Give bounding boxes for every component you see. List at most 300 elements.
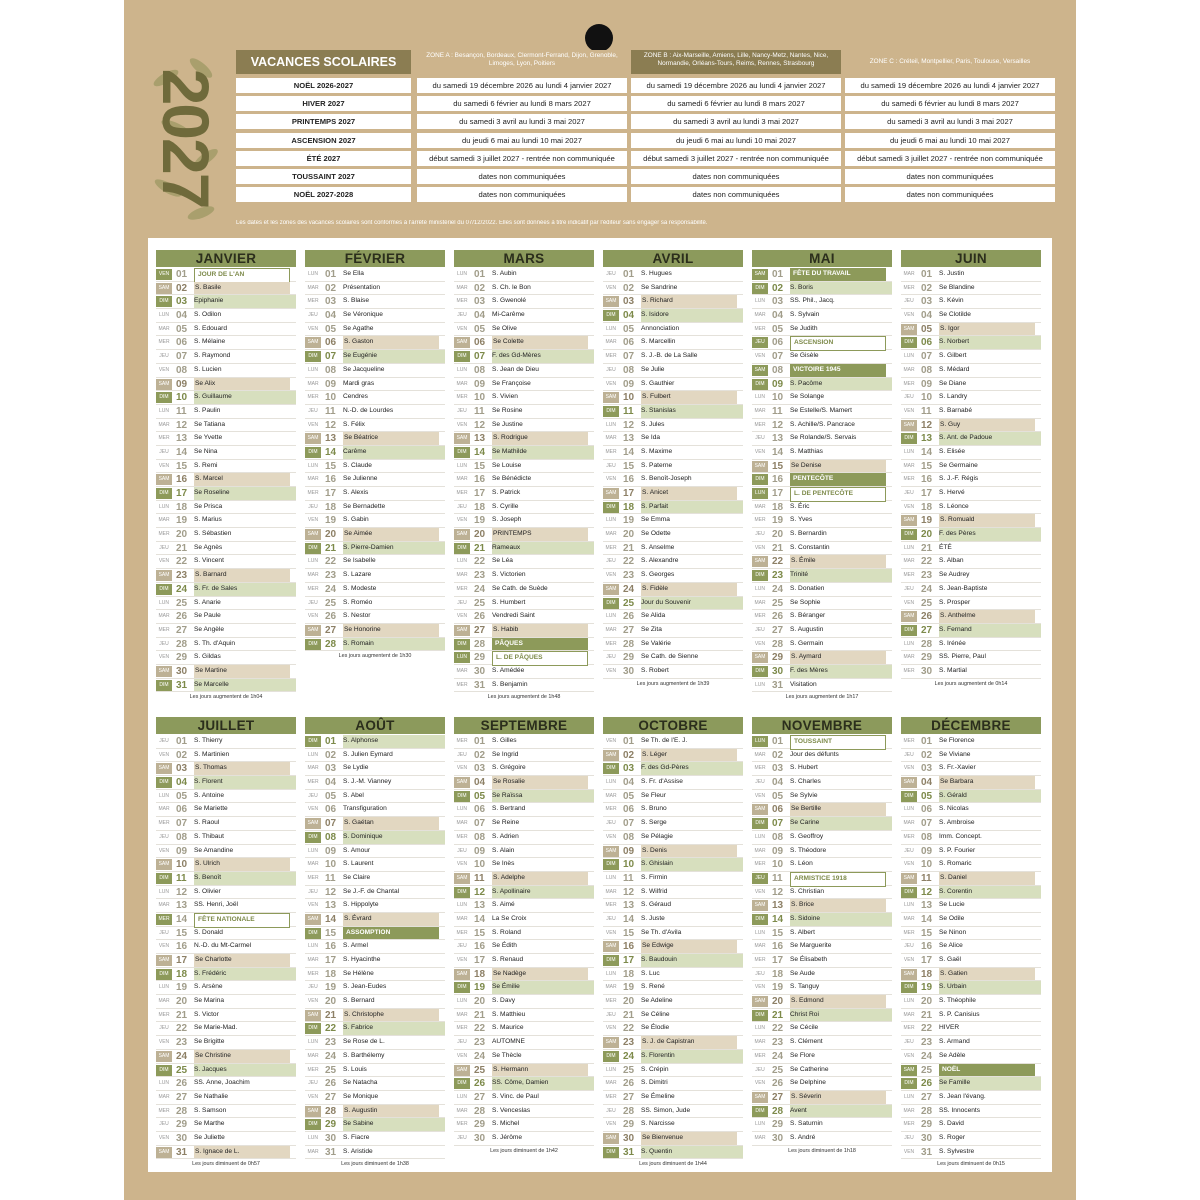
day-of-week: MAR xyxy=(456,1107,468,1114)
day-number: 15 xyxy=(772,927,784,939)
saint-name: S. Gwenolé xyxy=(492,297,527,305)
day-row xyxy=(156,735,296,749)
day-row xyxy=(901,597,1041,611)
day-row xyxy=(156,378,296,392)
day-number: 15 xyxy=(772,460,784,472)
day-number: 14 xyxy=(623,913,635,925)
saint-name: S. Hugues xyxy=(641,270,672,277)
saint-name: S. Géraud xyxy=(641,901,672,909)
month-footer: Les jours augmentent de 1h48 xyxy=(487,694,561,701)
day-row xyxy=(603,762,743,776)
day-number: 26 xyxy=(176,1078,188,1090)
day-number: 07 xyxy=(325,351,337,363)
day-row xyxy=(305,282,445,296)
day-of-week: MER xyxy=(307,970,319,977)
day-of-week: DIM xyxy=(603,406,619,417)
day-of-week: MAR xyxy=(903,366,915,373)
day-row xyxy=(454,1022,594,1036)
day-of-week: SAM xyxy=(305,1010,321,1021)
day-row xyxy=(454,845,594,859)
day-number: 27 xyxy=(325,1091,337,1103)
day-number: 07 xyxy=(623,818,635,830)
month-footer: Les jours diminuent de 0h15 xyxy=(937,1161,1005,1168)
day-row xyxy=(752,555,892,569)
saint-name: S. Parfait xyxy=(641,501,743,514)
day-of-week: JEU xyxy=(457,312,467,319)
day-row xyxy=(156,1132,296,1146)
saint-name: S. Vivien xyxy=(492,393,518,401)
day-row xyxy=(603,803,743,817)
day-row xyxy=(305,555,445,569)
saint-name: S. Cyrille xyxy=(492,502,519,510)
day-row xyxy=(752,268,892,282)
day-row xyxy=(603,378,743,392)
day-row xyxy=(752,1064,892,1078)
day-of-week: SAM xyxy=(901,969,917,980)
day-row xyxy=(156,981,296,995)
day-row xyxy=(603,817,743,831)
day-number: 16 xyxy=(623,474,635,486)
day-row xyxy=(454,542,594,556)
saint-name: Se Édith xyxy=(492,942,517,950)
vacances-zone-a-dates: du samedi 3 avril au lundi 3 mai 2027 xyxy=(417,114,627,129)
saint-name: Se Monique xyxy=(343,1092,379,1100)
day-of-week: MAR xyxy=(754,503,766,510)
day-row xyxy=(156,323,296,337)
saint-name: S. Martial xyxy=(939,666,967,674)
day-number: 26 xyxy=(325,1078,337,1090)
day-row xyxy=(603,927,743,941)
vacances-zone-b-dates: du samedi 6 février au lundi 8 mars 2027 xyxy=(631,96,841,111)
saint-name: Se Véronique xyxy=(343,311,383,319)
saint-name: S. Claude xyxy=(343,461,372,469)
day-row xyxy=(305,1077,445,1091)
day-of-week: LUN xyxy=(754,1121,765,1128)
day-number: 30 xyxy=(623,665,635,677)
saint-name: N.-D. du Mt-Carmel xyxy=(194,942,252,950)
day-number: 18 xyxy=(623,968,635,980)
day-number: 07 xyxy=(772,351,784,363)
day-row xyxy=(156,419,296,433)
saint-name: Se Agnès xyxy=(194,543,223,551)
day-of-week: SAM xyxy=(901,420,917,431)
day-number: 21 xyxy=(623,542,635,554)
day-row xyxy=(454,803,594,817)
day-number: 13 xyxy=(474,900,486,912)
saint-name: ASCENSION xyxy=(790,336,886,351)
day-of-week: MER xyxy=(158,1107,170,1114)
day-of-week: SAM xyxy=(603,296,619,307)
day-of-week: DIM xyxy=(603,1147,619,1158)
day-number: 25 xyxy=(176,1064,188,1076)
day-row xyxy=(454,624,594,638)
day-row xyxy=(454,1077,594,1091)
day-row xyxy=(454,1064,594,1078)
day-of-week: SAM xyxy=(156,666,172,677)
day-row xyxy=(901,913,1041,927)
day-row xyxy=(603,1091,743,1105)
day-of-week: LUN xyxy=(752,488,768,499)
saint-name: Se Th. de l'E. J. xyxy=(641,737,688,744)
vacances-zone-a-dates: du samedi 19 décembre 2026 au lundi 4 janvier 2027 xyxy=(417,78,627,93)
day-number: 01 xyxy=(921,736,933,747)
day-number: 13 xyxy=(176,433,188,445)
saint-name: Se Colette xyxy=(492,336,588,349)
day-row xyxy=(305,528,445,542)
day-row xyxy=(752,378,892,392)
day-number: 14 xyxy=(772,446,784,458)
day-row xyxy=(156,845,296,859)
day-row xyxy=(454,940,594,954)
day-of-week: SAM xyxy=(901,324,917,335)
day-number: 17 xyxy=(325,955,337,966)
day-number: 12 xyxy=(474,419,486,431)
day-of-week: DIM xyxy=(454,447,470,458)
saint-name: S. Victorien xyxy=(492,571,526,579)
day-of-week: DIM xyxy=(603,502,619,513)
day-row xyxy=(752,735,892,749)
saint-name: Se Lucie xyxy=(939,901,965,909)
day-of-week: SAM xyxy=(603,392,619,403)
day-of-week: LUN xyxy=(307,462,318,469)
day-of-week: MAR xyxy=(605,984,617,991)
day-number: 06 xyxy=(176,804,188,816)
day-number: 09 xyxy=(921,845,933,857)
day-of-week: MER xyxy=(158,531,170,538)
day-of-week: SAM xyxy=(603,1133,619,1144)
saint-name: Se Brigitte xyxy=(194,1038,225,1046)
saint-name: Se Sylvie xyxy=(790,791,818,799)
month-title: JANVIER xyxy=(156,250,296,267)
saint-name: S. Hippolyte xyxy=(343,901,379,909)
day-of-week: LUN xyxy=(903,902,914,909)
day-row xyxy=(305,391,445,405)
saint-name: Se Famille xyxy=(939,1077,1041,1090)
day-row xyxy=(603,899,743,913)
day-of-week: MAR xyxy=(158,325,170,332)
day-number: 10 xyxy=(474,392,486,404)
day-number: 20 xyxy=(325,529,337,541)
day-row xyxy=(305,803,445,817)
day-number: 31 xyxy=(176,679,188,691)
day-of-week: VEN xyxy=(307,325,319,332)
vacances-zone-b-dates: du jeudi 6 mai au lundi 10 mai 2027 xyxy=(631,133,841,148)
day-row xyxy=(901,1091,1041,1105)
day-number: 05 xyxy=(772,323,784,335)
day-number: 11 xyxy=(474,872,485,884)
day-of-week: DIM xyxy=(156,777,172,788)
day-row xyxy=(752,940,892,954)
day-number: 07 xyxy=(325,818,337,830)
vacances-zone-b-dates: début samedi 3 juillet 2027 - rentrée non communiquée xyxy=(631,151,841,166)
saint-name: S. Blaise xyxy=(343,297,370,305)
day-number: 28 xyxy=(474,638,486,650)
day-number: 25 xyxy=(772,597,784,609)
day-row xyxy=(454,555,594,569)
day-number: 03 xyxy=(325,296,337,308)
saint-name: S. J.-F. Régis xyxy=(939,475,979,483)
day-number: 01 xyxy=(772,736,784,747)
day-of-week: JEU xyxy=(606,654,616,661)
day-of-week: LUN xyxy=(456,998,467,1005)
day-row xyxy=(156,1146,296,1160)
day-number: 21 xyxy=(176,1009,188,1021)
day-row xyxy=(305,446,445,460)
saint-name: S. Daniel xyxy=(939,872,1035,885)
day-of-week: MER xyxy=(605,640,617,647)
day-list xyxy=(156,735,296,1159)
day-number: 09 xyxy=(325,378,337,390)
day-number: 22 xyxy=(176,556,188,568)
day-row xyxy=(752,927,892,941)
vacances-zone-c-dates: dates non communiquées xyxy=(845,169,1055,184)
saint-name: Se Alida xyxy=(641,612,666,620)
saint-name: S. Boris xyxy=(790,282,892,295)
day-row xyxy=(156,954,296,968)
day-of-week: VEN xyxy=(903,1052,915,1059)
saint-name: Se Claire xyxy=(343,873,371,881)
day-number: 10 xyxy=(474,859,486,871)
saint-name: S. Ghislain xyxy=(641,858,743,871)
saint-name: S. Antoine xyxy=(194,791,225,799)
day-number: 22 xyxy=(623,556,635,568)
day-number: 23 xyxy=(325,570,337,582)
day-number: 20 xyxy=(921,996,933,1008)
day-number: 21 xyxy=(474,542,486,554)
day-of-week: VEN xyxy=(903,407,915,414)
day-of-week: JEU xyxy=(606,462,616,469)
vacances-zone-c-dates: du samedi 3 avril au lundi 3 mai 2027 xyxy=(845,114,1055,129)
day-of-week: JEU xyxy=(457,1134,467,1141)
saint-name: Se Mariette xyxy=(194,805,228,813)
day-row xyxy=(156,487,296,501)
day-row xyxy=(603,872,743,886)
day-row xyxy=(603,610,743,624)
day-number: 10 xyxy=(176,392,188,404)
saint-name: Se Ella xyxy=(343,270,364,277)
day-number: 13 xyxy=(772,433,784,445)
day-number: 01 xyxy=(474,736,486,747)
saint-name: Se Céline xyxy=(641,1010,670,1018)
saint-name: S. Justin xyxy=(939,270,965,277)
day-of-week: VEN xyxy=(754,448,766,455)
day-of-week: MER xyxy=(456,681,468,688)
day-of-week: MER xyxy=(307,298,319,305)
day-number: 03 xyxy=(325,763,337,775)
saint-name: S. Léonce xyxy=(939,502,969,510)
day-of-week: MAR xyxy=(754,312,766,319)
day-row xyxy=(752,282,892,296)
day-of-week: VEN xyxy=(754,1080,766,1087)
day-of-week: JEU xyxy=(308,888,318,895)
day-of-week: MER xyxy=(158,1011,170,1018)
saint-name: S. Georges xyxy=(641,571,675,579)
day-of-week: MER xyxy=(903,572,915,579)
day-number: 16 xyxy=(772,474,784,486)
day-number: 26 xyxy=(623,1078,635,1090)
day-number: 08 xyxy=(474,364,486,376)
saint-name: Se Jacqueline xyxy=(343,365,385,373)
day-of-week: LUN xyxy=(605,874,616,881)
day-row xyxy=(156,597,296,611)
month-title: JUILLET xyxy=(156,717,296,734)
saint-name: S. Léon xyxy=(790,860,813,868)
day-of-week: JEU xyxy=(606,1107,616,1114)
day-number: 05 xyxy=(325,790,337,802)
saint-name: S. Richard xyxy=(641,295,737,308)
day-row xyxy=(752,336,892,350)
day-of-week: MAR xyxy=(754,943,766,950)
day-number: 19 xyxy=(474,982,486,994)
saint-name: Se Élodie xyxy=(641,1024,670,1032)
day-row xyxy=(752,776,892,790)
saint-name: S. Romaric xyxy=(939,860,972,868)
day-of-week: VEN xyxy=(158,654,170,661)
saint-name: FÊTE NATIONALE xyxy=(194,913,290,928)
day-number: 16 xyxy=(921,474,933,486)
day-number: 13 xyxy=(623,433,635,445)
saint-name: S. Alban xyxy=(939,557,964,565)
day-number: 06 xyxy=(325,337,337,349)
day-number: 25 xyxy=(623,1064,635,1076)
day-of-week: DIM xyxy=(156,392,172,403)
day-of-week: DIM xyxy=(752,379,768,390)
day-row xyxy=(454,364,594,378)
day-of-week: VEN xyxy=(307,613,319,620)
day-of-week: DIM xyxy=(156,296,172,307)
day-number: 03 xyxy=(176,296,188,308)
day-of-week: JEU xyxy=(904,847,914,854)
day-of-week: VEN xyxy=(754,640,766,647)
day-of-week: DIM xyxy=(603,310,619,321)
saint-name: S. Joseph xyxy=(492,516,522,524)
day-row xyxy=(305,886,445,900)
day-row xyxy=(454,405,594,419)
day-number: 22 xyxy=(921,556,933,568)
day-row xyxy=(156,350,296,364)
day-of-week: MAR xyxy=(754,1134,766,1141)
day-number: 11 xyxy=(325,405,336,417)
day-row xyxy=(752,1009,892,1023)
saint-name: Se Th. d'Avila xyxy=(641,928,682,936)
saint-name: Se Catherine xyxy=(790,1065,829,1073)
saint-name: S. Abel xyxy=(343,791,364,799)
saint-name: S. Nestor xyxy=(343,612,371,620)
day-of-week: VEN xyxy=(456,517,468,524)
saint-name: Trinité xyxy=(790,569,892,582)
saint-name: Se Élisabeth xyxy=(790,956,828,963)
day-of-week: SAM xyxy=(454,777,470,788)
day-of-week: VEN xyxy=(754,544,766,551)
day-number: 13 xyxy=(921,433,933,445)
day-row xyxy=(901,446,1041,460)
day-row xyxy=(901,473,1041,487)
day-row xyxy=(156,336,296,350)
day-number: 15 xyxy=(474,460,486,472)
day-number: 11 xyxy=(772,405,783,417)
day-number: 19 xyxy=(921,982,933,994)
day-number: 24 xyxy=(921,583,933,595)
day-number: 06 xyxy=(176,337,188,349)
saint-name: Se Delphine xyxy=(790,1079,826,1087)
day-of-week: JEU xyxy=(159,353,169,360)
day-number: 11 xyxy=(474,405,485,417)
saint-name: S. Gérald xyxy=(939,790,1041,803)
day-row xyxy=(603,1036,743,1050)
saint-name: Imm. Concept. xyxy=(939,832,982,840)
saint-name: S. Brice xyxy=(790,899,886,912)
day-of-week: LUN xyxy=(605,517,616,524)
day-number: 21 xyxy=(176,542,188,554)
day-number: 27 xyxy=(325,624,337,636)
day-row xyxy=(454,501,594,515)
saint-name: S. Narcisse xyxy=(641,1120,675,1128)
day-row xyxy=(603,1050,743,1064)
year-title: 2027 xyxy=(149,68,223,208)
day-row xyxy=(901,419,1041,433)
day-of-week: MER xyxy=(456,1121,468,1128)
day-number: 18 xyxy=(772,968,784,980)
saint-name: S. Raoul xyxy=(194,819,220,827)
day-row xyxy=(752,501,892,515)
day-row xyxy=(603,514,743,528)
saint-name: S. Thierry xyxy=(194,737,223,744)
saint-name: S. Raymond xyxy=(194,352,231,360)
saint-name: S. Théophile xyxy=(939,997,976,1005)
day-row xyxy=(901,501,1041,515)
day-row xyxy=(454,749,594,763)
day-of-week: VEN xyxy=(605,380,617,387)
day-row xyxy=(752,651,892,665)
day-of-week: DIM xyxy=(752,666,768,677)
saint-name: S. Aubin xyxy=(492,270,517,277)
saint-name: Se Diane xyxy=(939,379,967,387)
day-of-week: MAR xyxy=(605,1080,617,1087)
day-number: 24 xyxy=(921,1050,933,1062)
day-row xyxy=(454,610,594,624)
day-row xyxy=(603,913,743,927)
day-number: 04 xyxy=(921,310,933,322)
day-number: 15 xyxy=(921,460,933,472)
saint-name: Se Martine xyxy=(194,665,290,678)
day-row xyxy=(603,364,743,378)
day-number: 23 xyxy=(623,1037,635,1049)
day-of-week: MAR xyxy=(754,847,766,854)
day-row xyxy=(156,405,296,419)
day-number: 18 xyxy=(325,501,337,513)
day-row xyxy=(603,968,743,982)
saint-name: Se Paule xyxy=(194,612,221,620)
day-number: 15 xyxy=(623,927,635,939)
saint-name: S. Gildas xyxy=(194,653,221,661)
saint-name: S. Léger xyxy=(641,749,737,762)
day-row xyxy=(156,899,296,913)
vacances-zone-c-dates: dates non communiquées xyxy=(845,187,1055,202)
saint-name: S. Fernand xyxy=(939,624,1041,637)
day-of-week: LUN xyxy=(903,1093,914,1100)
day-number: 26 xyxy=(772,1078,784,1090)
day-row xyxy=(454,1105,594,1119)
day-of-week: VEN xyxy=(158,558,170,565)
saint-name: S. Jean-Baptiste xyxy=(939,584,988,592)
saint-name: S. Bertrand xyxy=(492,805,526,813)
day-row xyxy=(752,1077,892,1091)
day-number: 14 xyxy=(325,446,337,458)
day-of-week: JEU xyxy=(755,531,765,538)
saint-name: Se Émeline xyxy=(641,1092,675,1100)
month-10 xyxy=(752,717,892,1154)
day-number: 19 xyxy=(921,515,933,527)
